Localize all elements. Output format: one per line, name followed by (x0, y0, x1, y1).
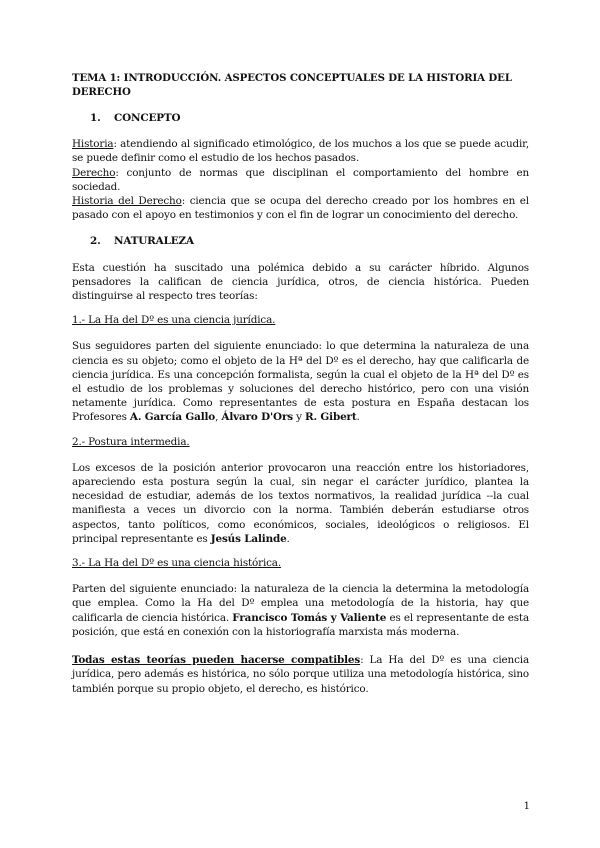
teoria-2-heading: 2.- Postura intermedia. (72, 435, 190, 448)
teoria-3-text (72, 582, 529, 639)
teoria-2-text (72, 461, 529, 546)
period: . (356, 411, 360, 424)
section-number: 1. (90, 112, 101, 124)
teoria-1-text (72, 339, 529, 424)
author-name: Francisco Tomás y Valiente (232, 611, 387, 624)
section-heading-concepto (72, 111, 529, 125)
paragraph-text: es el representante de esta posición, que está en conexión con la historiografía marxista más moderna. (72, 611, 529, 638)
conclusion-lead: Todas estas teorías pueden hacerse compatibles (72, 654, 361, 667)
separator: , (215, 411, 222, 424)
author-name: Álvaro D'Ors (221, 411, 293, 424)
definition-text: : atendiendo al significado etimológico, de los muchos a los que se puede acudir, se puede definir como el estudio de los hechos pasados. (72, 138, 529, 165)
page-number: 1 (523, 801, 530, 812)
section-title: NATURALEZA (114, 235, 194, 248)
term-derecho: Derecho (72, 166, 116, 179)
definition-historia (72, 137, 529, 165)
definition-text: : conjunto de normas que disciplinan el comportamiento del hombre en sociedad. (72, 166, 529, 193)
conclusion (72, 653, 529, 696)
conclusion-text: : La Ha del Dº es una ciencia jurídica, pero además es histórica, no sólo porque utiliza una metodología histórica, sino también porque su propio objeto, el derecho, es histórico. (72, 654, 529, 695)
author-name: A. García Gallo (129, 411, 216, 424)
section-heading-naturaleza (72, 234, 529, 248)
author-name: Jesús Lalinde (210, 532, 287, 545)
paragraph-text: Sus seguidores parten del siguiente enunciado: lo que determina la naturaleza de una ciencia es su objeto; como el objeto de la Hª del Dº es el derecho, hay que calificarla de ciencia jurídica. Es una concepción formalista, según la cual el objeto de la Hª del Dº es el estudio de los problemas y soluciones del derecho histórico, pero con una visión netamente jurídica. Como representantes de esta postura en España destacan los Profesores (72, 340, 529, 424)
document-title: TEMA 1: INTRODUCCIÓN. ASPECTOS CONCEPTUALES DE LA HISTORIA DEL DERECHO (72, 72, 512, 98)
definition-derecho (72, 166, 529, 194)
term-historia-derecho: Historia del Derecho (72, 195, 182, 208)
definition-text: : ciencia que se ocupa del derecho creado por los hombres en el pasado con el apoyo en testimonios y con el fin de lograr un conocimiento del derecho. (72, 195, 529, 222)
separator: y (292, 411, 306, 424)
paragraph-text: Parten del siguiente enunciado: la naturaleza de la ciencia la determina la metodología que emplea. Como la Ha del Dº emplea una metodología de la historia, hay que calificarla de ciencia histórica. (72, 583, 529, 624)
spacer (72, 639, 529, 653)
teoria-3-heading: 3.- La Ha del Dº es una ciencia histórica. (72, 557, 282, 570)
author-name: R. Gibert (305, 411, 357, 424)
naturaleza-intro: Esta cuestión ha suscitado una polémica debido a su carácter híbrido. Algunos pensadores la califican de ciencia jurídica, otros, de ciencia histórica. Pueden distinguirse al respecto tres teorías: (72, 261, 529, 303)
term-historia: Historia (72, 138, 114, 151)
section-number: 2. (90, 235, 101, 248)
document-body (72, 72, 529, 696)
section-title: CONCEPTO (114, 112, 181, 124)
definition-historia-derecho (72, 194, 529, 222)
paragraph-text: Los excesos de la posición anterior provocaron una reacción entre los historiadores, apareciendo esta postura según la cual, sin negar el carácter jurídico, plantea la necesidad de estudiar, además de los textos normativos, la realidad jurídica --la cual manifiesta a veces un divorcio con la norma. También deberán estudiarse otros aspectos, tanto políticos, como económicos, sociales, ideológicos o religiosos. El principal representante es (72, 461, 529, 545)
period: . (286, 532, 290, 545)
teoria-1-heading: 1.- La Ha del Dº es una ciencia jurídica. (72, 314, 276, 327)
